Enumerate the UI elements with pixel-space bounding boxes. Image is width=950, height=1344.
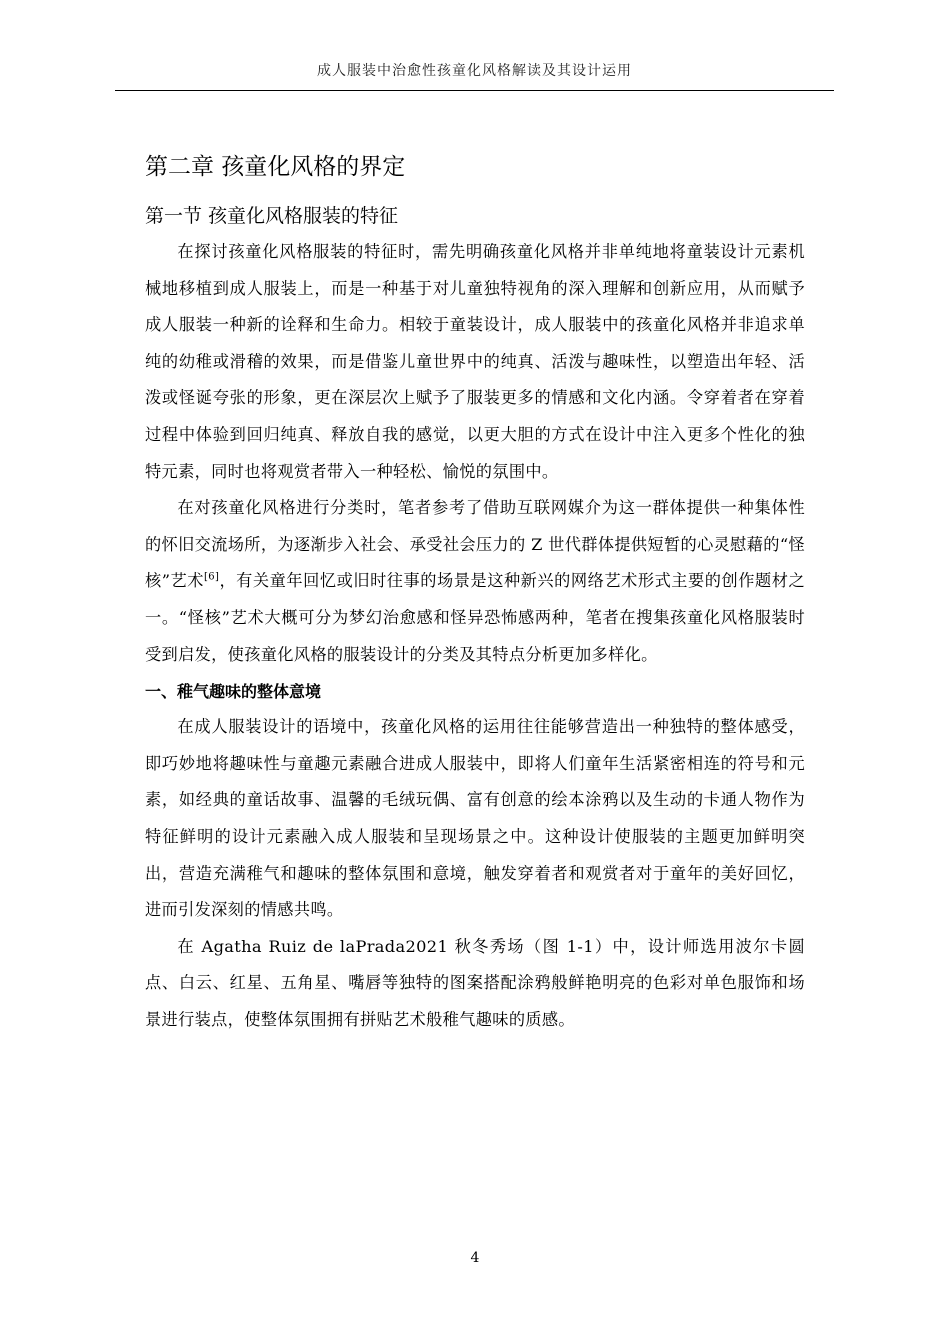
subsection-title: 一、稚气趣味的整体意境 xyxy=(145,682,322,702)
paragraph-2 xyxy=(145,490,805,673)
paragraph-3: 在成人服装设计的语境中，孩童化风格的运用往往能够营造出一种独特的整体感受，即巧妙地将趣味性与童趣元素融合进成人服装中，即将人们童年生活紧密相连的符号和元素，如经典的童话故事、温馨的毛绒玩偶、富有创意的绘本涂鸦以及生动的卡通人物作为特征鲜明的设计元素融入成人服装和呈现场景之中。这种设计使服装的主题更加鲜明突出，营造充满稚气和趣味的整体氛围和意境，触发穿着者和观赏者对于童年的美好回忆，进而引发深刻的情感共鸣。 xyxy=(145,717,805,920)
running-header: 成人服装中治愈性孩童化风格解读及其设计运用 xyxy=(317,63,632,79)
paragraph-4: 在 Agatha Ruiz de laPrada2021 秋冬秀场（图 1-1）中，设计师选用波尔卡圆点、白云、红星、五角星、嘴唇等独特的图案搭配涂鸦般鲜艳明亮的色彩对单色服饰和场景进行装点，使整体氛围拥有拼贴艺术般稚气趣味的质感。 xyxy=(145,936,805,1029)
paragraph-1: 在探讨孩童化风格服装的特征时，需先明确孩童化风格并非单纯地将童装设计元素机械地移植到成人服装上，而是一种基于对儿童独特视角的深入理解和创新应用，从而赋予成人服装一种新的诠释和生命力。相较于童装设计，成人服装中的孩童化风格并非追求单纯的幼稚或滑稽的效果，而是借鉴儿童世界中的纯真、活泼与趣味性，以塑造出年轻、活泼或怪诞夸张的形象，更在深层次上赋予了服装更多的情感和文化内涵。令穿着者在穿着过程中体验到回归纯真、释放自我的感觉，以更大胆的方式在设计中注入更多个性化的独特元素，同时也将观赏者带入一种轻松、愉悦的氛围中。 xyxy=(145,242,805,481)
paragraph-2-text-b: ，有关童年回忆或旧时往事的场景是这种新兴的网络艺术形式主要的创作题材之一。“怪核”艺术大概可分为梦幻治愈感和怪异恐怖感两种，笔者在搜集孩童化风格服装时受到启发，使孩童化风格的服装设计的分类及其特点分析更加多样化。 xyxy=(145,571,805,664)
page-number: 4 xyxy=(470,1250,480,1266)
header-divider xyxy=(115,90,834,91)
citation-ref[interactable]: [6] xyxy=(204,571,220,583)
paragraph-2-text-a: 在对孩童化风格进行分类时，笔者参考了借助互联网媒介为这一群体提供一种集体性的怀旧交流场所，为逐渐步入社会、承受社会压力的 Z 世代群体提供短暂的心灵慰藉的“怪核”艺术 xyxy=(145,498,805,591)
page-body xyxy=(145,150,805,1038)
chapter-title: 第二章 孩童化风格的界定 xyxy=(145,154,406,180)
section-title: 第一节 孩童化风格服装的特征 xyxy=(145,205,399,227)
